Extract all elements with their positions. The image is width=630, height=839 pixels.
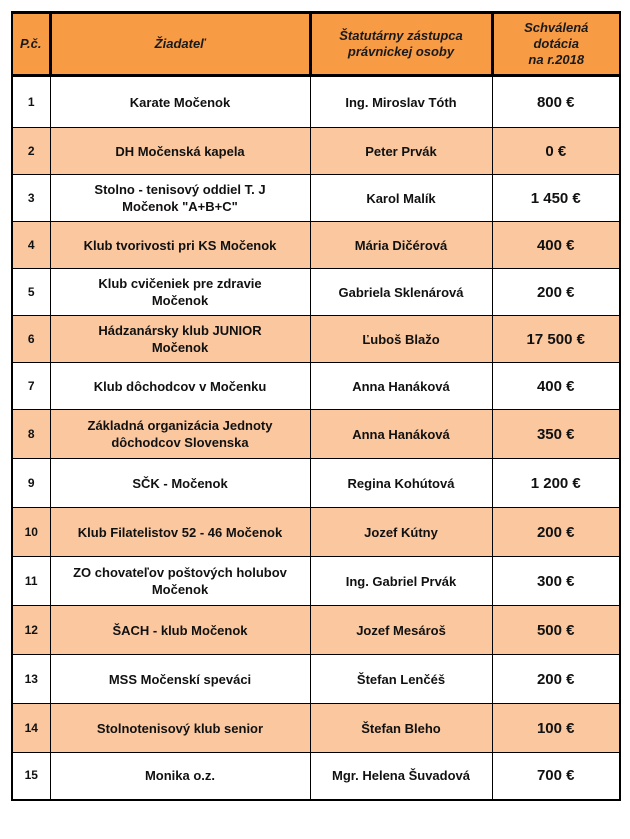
header-representative-line2: právnickej osoby bbox=[347, 44, 455, 59]
row-number: 7 bbox=[12, 363, 50, 410]
table-row bbox=[12, 704, 620, 753]
amount-cell: 200 € bbox=[492, 508, 620, 557]
amount-cell: 800 € bbox=[492, 76, 620, 128]
representative-cell: Ľuboš Blažo bbox=[310, 316, 492, 363]
row-number: 1 bbox=[12, 76, 50, 128]
row-number: 8 bbox=[12, 410, 50, 459]
table-row bbox=[12, 753, 620, 800]
header-amount bbox=[492, 13, 620, 76]
row-number: 14 bbox=[12, 704, 50, 753]
applicant-name-line1: Klub tvorivosti pri KS Močenok bbox=[83, 237, 277, 253]
table-row bbox=[12, 557, 620, 606]
applicant-cell bbox=[50, 128, 310, 175]
applicant-name-line1: Klub cvičeniek pre zdravie bbox=[98, 276, 262, 291]
representative-cell: Jozef Kútny bbox=[310, 508, 492, 557]
row-number: 12 bbox=[12, 606, 50, 655]
applicant-cell bbox=[50, 557, 310, 606]
row-number: 13 bbox=[12, 655, 50, 704]
header-amount-line2: dotácia bbox=[533, 36, 579, 51]
applicant-name-line1: Stolno - tenisový oddiel T. J bbox=[94, 182, 266, 197]
applicant-name-line2: Močenok bbox=[151, 582, 209, 597]
representative-cell: Mgr. Helena Šuvadová bbox=[310, 753, 492, 800]
row-number: 15 bbox=[12, 753, 50, 800]
applicant-cell bbox=[50, 459, 310, 508]
amount-cell: 200 € bbox=[492, 655, 620, 704]
representative-cell: Karol Malík bbox=[310, 175, 492, 222]
applicant-cell bbox=[50, 222, 310, 269]
amount-cell: 500 € bbox=[492, 606, 620, 655]
representative-cell: Jozef Mesároš bbox=[310, 606, 492, 655]
applicant-cell bbox=[50, 704, 310, 753]
representative-cell: Regina Kohútová bbox=[310, 459, 492, 508]
applicant-name-line1: Hádzanársky klub JUNIOR bbox=[98, 323, 262, 338]
applicant-name-line1: Monika o.z. bbox=[144, 768, 216, 784]
header-applicant-label: Žiadateľ bbox=[154, 36, 206, 51]
applicant-name-line1: Stolnotenisový klub senior bbox=[96, 720, 264, 736]
amount-cell: 0 € bbox=[492, 128, 620, 175]
amount-cell: 1 450 € bbox=[492, 175, 620, 222]
applicant-name-line1: MSS Močenskí speváci bbox=[108, 671, 252, 687]
amount-cell: 300 € bbox=[492, 557, 620, 606]
applicant-cell bbox=[50, 508, 310, 557]
row-number: 11 bbox=[12, 557, 50, 606]
representative-cell: Anna Hanáková bbox=[310, 363, 492, 410]
table-row bbox=[12, 316, 620, 363]
representative-cell: Ing. Miroslav Tóth bbox=[310, 76, 492, 128]
table-row bbox=[12, 128, 620, 175]
row-number: 10 bbox=[12, 508, 50, 557]
table-row bbox=[12, 655, 620, 704]
representative-cell: Mária Dičérová bbox=[310, 222, 492, 269]
header-representative-line1: Štatutárny zástupca bbox=[339, 28, 463, 43]
table-row bbox=[12, 269, 620, 316]
representative-cell: Štefan Bleho bbox=[310, 704, 492, 753]
row-number: 4 bbox=[12, 222, 50, 269]
representative-cell: Anna Hanáková bbox=[310, 410, 492, 459]
applicant-cell bbox=[50, 316, 310, 363]
applicant-name-line1: Základná organizácia Jednoty bbox=[87, 418, 273, 433]
applicant-cell bbox=[50, 606, 310, 655]
applicant-name-line2: Močenok bbox=[151, 293, 209, 308]
amount-cell: 200 € bbox=[492, 269, 620, 316]
table-row bbox=[12, 508, 620, 557]
header-amount-line1: Schválená bbox=[524, 20, 589, 35]
applicant-cell bbox=[50, 269, 310, 316]
table-row bbox=[12, 175, 620, 222]
representative-cell: Peter Prvák bbox=[310, 128, 492, 175]
applicant-name-line1: Klub Filatelistov 52 - 46 Močenok bbox=[77, 524, 283, 540]
header-number bbox=[12, 13, 50, 76]
applicant-name-line2: Močenok bbox=[151, 340, 209, 355]
table-row bbox=[12, 459, 620, 508]
table-body bbox=[12, 76, 620, 800]
row-number: 6 bbox=[12, 316, 50, 363]
header-row bbox=[12, 13, 620, 76]
representative-cell: Štefan Lenčéš bbox=[310, 655, 492, 704]
grant-table bbox=[11, 11, 621, 801]
row-number: 9 bbox=[12, 459, 50, 508]
applicant-cell bbox=[50, 410, 310, 459]
amount-cell: 400 € bbox=[492, 222, 620, 269]
header-representative bbox=[310, 13, 492, 76]
table-row bbox=[12, 606, 620, 655]
applicant-cell bbox=[50, 363, 310, 410]
applicant-name-line1: SČK - Močenok bbox=[132, 475, 228, 491]
amount-cell: 100 € bbox=[492, 704, 620, 753]
applicant-name-line1: Karate Močenok bbox=[129, 94, 231, 110]
row-number: 5 bbox=[12, 269, 50, 316]
amount-cell: 400 € bbox=[492, 363, 620, 410]
applicant-cell bbox=[50, 655, 310, 704]
table-row bbox=[12, 222, 620, 269]
representative-cell: Ing. Gabriel Prvák bbox=[310, 557, 492, 606]
table-row bbox=[12, 410, 620, 459]
applicant-cell bbox=[50, 175, 310, 222]
table-row bbox=[12, 363, 620, 410]
header-number-label: P.č. bbox=[20, 36, 42, 51]
applicant-name-line1: ŠACH - klub Močenok bbox=[112, 622, 248, 638]
applicant-name-line2: Močenok "A+B+C" bbox=[122, 199, 238, 214]
amount-cell: 700 € bbox=[492, 753, 620, 800]
amount-cell: 1 200 € bbox=[492, 459, 620, 508]
row-number: 3 bbox=[12, 175, 50, 222]
header-amount-line3: na r.2018 bbox=[528, 52, 585, 67]
applicant-name-line1: DH Močenská kapela bbox=[115, 143, 245, 159]
applicant-cell bbox=[50, 753, 310, 800]
representative-cell: Gabriela Sklenárová bbox=[310, 269, 492, 316]
header-applicant bbox=[50, 13, 310, 76]
amount-cell: 17 500 € bbox=[492, 316, 620, 363]
applicant-cell bbox=[50, 76, 310, 128]
row-number: 2 bbox=[12, 128, 50, 175]
amount-cell: 350 € bbox=[492, 410, 620, 459]
applicant-name-line1: Klub dôchodcov v Močenku bbox=[93, 378, 267, 394]
applicant-name-line1: ZO chovateľov poštových holubov bbox=[73, 565, 287, 580]
applicant-name-line2: dôchodcov Slovenska bbox=[111, 435, 249, 450]
table-row bbox=[12, 76, 620, 128]
